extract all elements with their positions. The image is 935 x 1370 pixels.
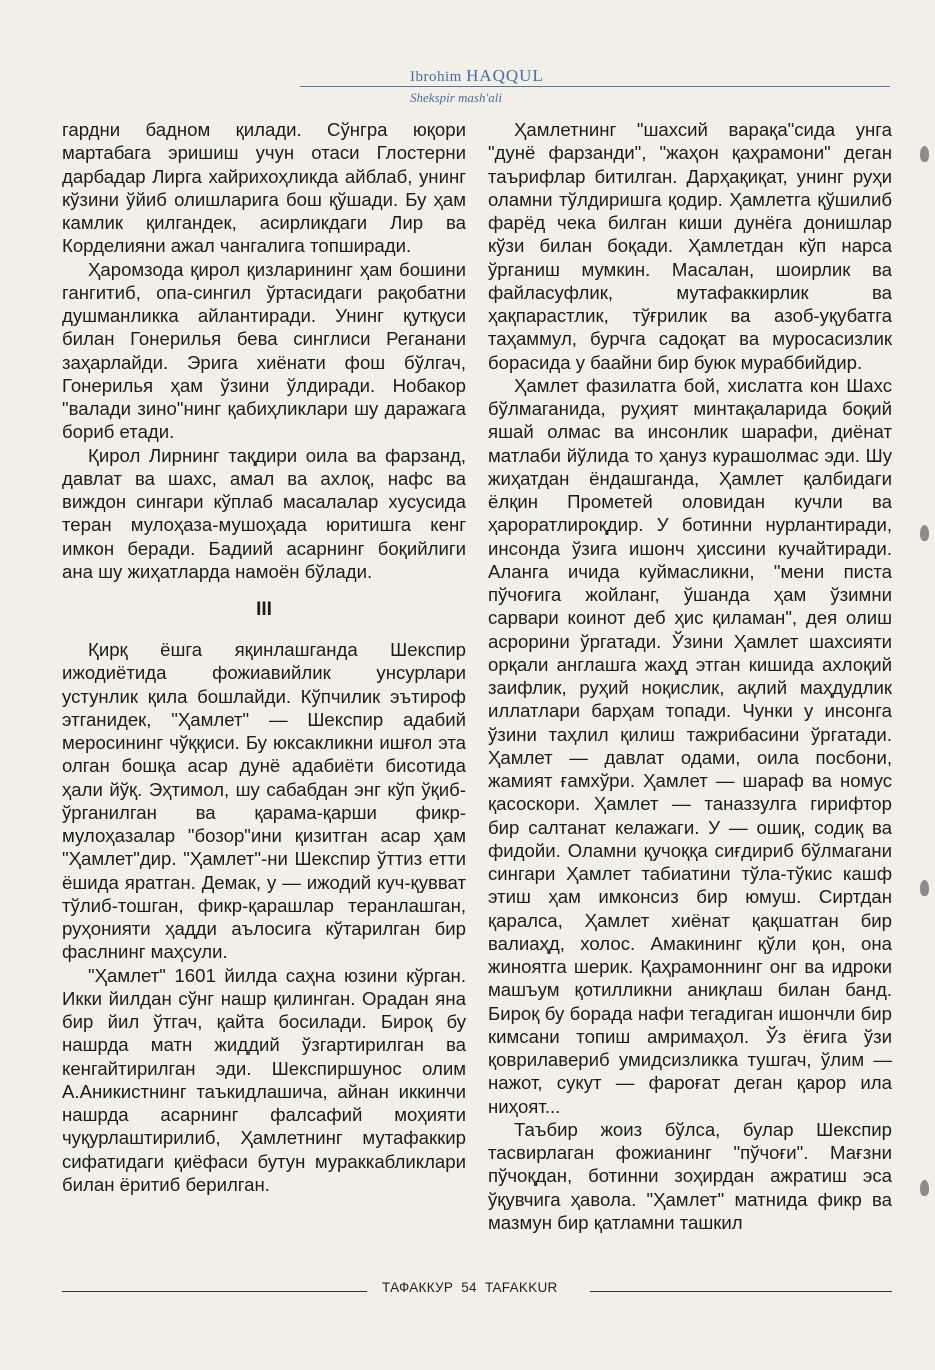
paragraph: Ҳамлет фазилатга бой, хислатга кон Шахс бўлмаганида, руҳият минтақаларида боқий яшай олмас ва инсонлик шарафи, диёнат матлаби йўлида то ҳануз курашолмас эди. Шу жиҳатдан ёндашганда, Ҳамлет қалбидаги ёлқин Прометей оловидан кучли ва ҳароратлироқдир. У ботинни нурлантиради, инсонда ўзига ишонч ҳиссини кучайтиради. Аланга ичида куймасликни, "мени писта пўчоғига жойланг, ўшанда ҳам ўзимни сарвари коинот деб ҳис қиламан", дея олиш асрорини ўргатади. Ўзини Ҳамлет шахсияти орқали англашга жаҳд этган кишида ахлоқий заифлик, руҳий ноқислик, ақлий маҳдудлик иллатлари барҳам топади. Чунки у инсонга ўзини таҳлил қилиш тажрибасини ўргатади. Ҳамлет — давлат одами, оила посбони, жамият ғамхўри. Ҳамлет — шараф ва номус қасоскори. Ҳамлет — таназзулга гирифтор бир салтанат келажаги. У — ошиқ, содиқ ва фидойи. Оламни қучоққа сиғдириб бўлмагани сингари Ҳамлет табиатини тўла-тўкис кашф этиш ҳам имконсиз бир юмуш. Сиртдан қаралса, Ҳамлет хиёнат қақшатган бир валиаҳд, холос. Амакининг қўли қон, она жиноятга шерик. Қаҳрамоннинг онг ва идроки машъум қотилликни аниқлаш билан банд. Бироқ бу борада нафи тегадиган ишончли бир кимсани топиш амримаҳол. Ўз ёғига ўзи қоврилавериб умидсизликка тушгач, ўлим — нажот, сукут — фароғат деган қарор ила ниҳоят... xyxy=(488,374,892,1117)
page-footer xyxy=(62,1280,892,1300)
paragraph: Қирқ ёшга яқинлашганда Шекспир ижодиётида фожиавийлик унсурлари устунлик қила бошлайди. Кўпчилик эътироф этганидек, "Ҳамлет" — Шекспир адабий меросининг чўққиси. Бу юксакликни ишғол эта олган бошқа асар дунё адабиёти бисотида ҳали йўқ. Эҳтимол, шу сабабдан энг кўп ўқиб-ўрганилган ва қарама-қарши фикр-мулоҳазалар "бозор"ини қизитган асар ҳам "Ҳамлет"дир. "Ҳамлет"-ни Шекспир ўттиз етти ёшида яратган. Демак, у — ижодий куч-қувват тўлиб-тошган, фикр-қарашлар теранлашган, руҳонияти ҳадди аълосига кўтарилган бир фаслнинг маҳсули. xyxy=(62,639,466,963)
paragraph: гардни бадном қилади. Сўнгра юқори мартабага эришиш учун отаси Глостерни дарбадар Лирга хайрихоҳликда айблаб, унинг кўзини ўйиб олишларига бош қўшади. Бу ҳам камлик қилгандек, асирликдаги Лир ва Корделияни ажал чангалига топширади. xyxy=(62,119,466,257)
author-name xyxy=(410,66,544,86)
section-number: III xyxy=(256,599,272,620)
left-column xyxy=(62,118,466,1196)
paragraph: Ҳамлетнинг "шахсий варақа"сида унга "дунё фарзанди", "жаҳон қаҳрамони" деган таърифлар битилган. Дарҳақиқат, унинг руҳи оламни тўлдиришга қодир. Ҳамлетга қўшилиб фарёд чека билган киши дунёга донишлар кўзи билан боқади. Ҳамлетдан кўп нарса ўрганиш мумкин. Масалан, шоирлик ва файласуфлик, мутафаккирлик ва ҳақпарастлик, тўғрилик ва азоб-уқубатга таҳаммул, бурчга садоқат ва муросасизлик борасида у баайни бир буюк мураббийдир. xyxy=(488,119,892,373)
paragraph: "Ҳамлет" 1601 йилда саҳна юзини кўрган. Икки йилдан сўнг нашр қилинган. Орадан яна бир йил ўтгач, қайта босилади. Бироқ бу нашрда матн жиддий ўзгартирилган ва кенгайтирилган эди. Шекспиршунос олим А.Аникистнинг таъкидлашича, айнан иккинчи нашрда асарнинг фалсафий моҳияти чуқурлаштирилиб, Ҳамлетнинг мутафаккир сифатидаги қиёфаси бутун мураккабликлари билан ёритиб берилган. xyxy=(62,964,466,1195)
footer-text xyxy=(382,1280,558,1295)
binding-hole-icon xyxy=(920,1180,929,1196)
paragraph: Ҳаромзода қирол қизларининг ҳам бошини гангитиб, опа-сингил ўртасидаги рақобатни душманликка айлантиради. Унинг қутқуси билан Гонерилья бева синглиси Реганани заҳарлайди. Эрига хиёнати фош бўлгач, Гонерилья ҳам ўзини ўлдиради. Нобакор "валади зино"нинг қабиҳликлари шу даражага бориб етади. xyxy=(62,258,466,443)
header-rule xyxy=(300,86,890,87)
article-subtitle: Shekspir mash'ali xyxy=(410,90,502,105)
footer-rule-left xyxy=(62,1291,367,1292)
paragraph: Таъбир жоиз бўлса, булар Шекспир тасвирлаган фожианинг "пўчоғи". Мағзни пўчоқдан, ботинни зоҳирдан ажратиш эса ўқувчига ҳавола. "Ҳамлет" матнида фикр ва мазмун бир қатламни ташкил xyxy=(488,1118,892,1233)
right-column xyxy=(488,118,892,1234)
magazine-name-cyrillic: ТАФАККУР xyxy=(382,1280,454,1295)
binding-hole-icon xyxy=(920,146,929,162)
footer-rule-right xyxy=(590,1291,892,1292)
author-last-name: HAQQUL xyxy=(466,66,544,85)
magazine-name-latin: TAFAKKUR xyxy=(484,1280,558,1295)
binding-hole-icon xyxy=(920,525,929,541)
paragraph: Қирол Лирнинг тақдири оила ва фарзанд, давлат ва шахс, амал ва ахлоқ, нафс ва виждон сингари кўплаб масалалар хусусида теран мулоҳаза-мушоҳада юритишга кенг имкон беради. Бадиий асарнинг боқийлиги ана шу жиҳатларда намоён бўлади. xyxy=(62,444,466,582)
author-first-name: Ibrohim xyxy=(410,69,462,85)
page-number: 54 xyxy=(461,1280,477,1295)
binding-hole-icon xyxy=(920,880,929,896)
